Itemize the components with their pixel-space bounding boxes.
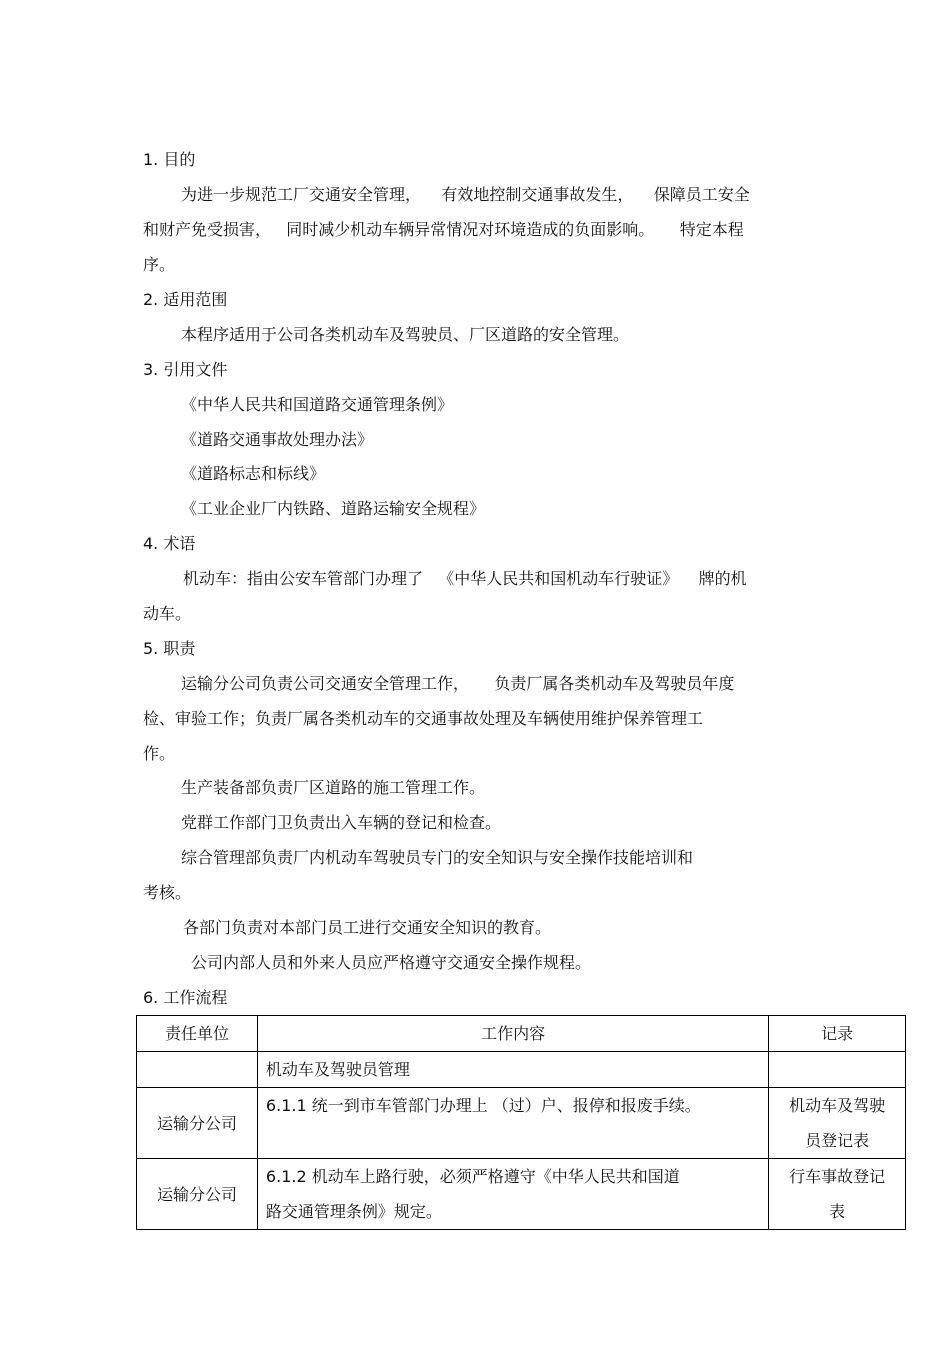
paragraph-line: 党群工作部门卫负责出入车辆的登记和检查。 — [181, 813, 502, 832]
cell-content — [257, 1088, 768, 1159]
reference-item: 《道路标志和标线》 — [181, 464, 326, 483]
paragraph-line: 和财产免受损害， 同时减少机动车辆异常情况对环境造成的负面影响。 特定本程 — [143, 220, 744, 239]
paragraph-line: 为进一步规范工厂交通安全管理， 有效地控制交通事故发生， 保障员工安全 — [181, 185, 750, 204]
column-header-record: 记录 — [769, 1016, 906, 1052]
cell-record — [769, 1088, 906, 1159]
cell-unit: 运输分公司 — [137, 1088, 258, 1159]
paragraph-line: 动车。 — [143, 604, 192, 623]
section-heading-scope: 2. 适用范围 — [143, 290, 228, 309]
section-heading-purpose: 1. 目的 — [143, 150, 196, 169]
reference-item: 《道路交通事故处理办法》 — [181, 430, 374, 449]
reference-item: 《中华人民共和国道路交通管理条例》 — [181, 395, 454, 414]
table-row — [137, 1052, 906, 1088]
cell-content-line: 路交通管理条例》规定。 — [265, 1202, 442, 1221]
workflow-table — [136, 1015, 906, 1230]
paragraph-line: 考核。 — [143, 883, 192, 902]
paragraph-line: 公司内部人员和外来人员应严格遵守交通安全操作规程。 — [191, 953, 592, 972]
section-heading-terms: 4. 术语 — [143, 534, 196, 553]
reference-item: 《工业企业厂内铁路、道路运输安全规程》 — [181, 499, 486, 518]
cell-record — [769, 1052, 906, 1088]
cell-content: 机动车及驾驶员管理 — [257, 1052, 768, 1088]
cell-record — [769, 1159, 906, 1230]
paragraph-line: 机动车：指由公安车管部门办理了 《中华人民共和国机动车行驶证》 牌的机 — [183, 569, 747, 588]
cell-record-line: 行车事故登记 — [789, 1167, 886, 1186]
paragraph-line: 运输分公司负责公司交通安全管理工作， 负责厂属各类机动车及驾驶员年度 — [181, 674, 735, 693]
table-row — [137, 1159, 906, 1230]
cell-record-line: 表 — [829, 1202, 846, 1221]
table-row — [137, 1088, 906, 1159]
cell-content — [257, 1159, 768, 1230]
paragraph-line: 序。 — [143, 255, 176, 274]
paragraph-line: 检、审验工作；负责厂属各类机动车的交通事故处理及车辆使用维护保养管理工 — [143, 709, 704, 728]
paragraph-line: 本程序适用于公司各类机动车及驾驶员、厂区道路的安全管理。 — [181, 325, 630, 344]
section-heading-responsibilities: 5. 职责 — [143, 639, 196, 658]
section-heading-references: 3. 引用文件 — [143, 360, 228, 379]
paragraph-line: 各部门负责对本部门员工进行交通安全知识的教育。 — [183, 918, 552, 937]
table-header-row — [137, 1016, 906, 1052]
paragraph-line: 作。 — [143, 744, 176, 763]
section-heading-workflow: 6. 工作流程 — [143, 988, 228, 1007]
cell-content-line — [266, 1123, 768, 1158]
paragraph-line: 综合管理部负责厂内机动车驾驶员专门的安全知识与安全操作技能培训和 — [181, 848, 694, 867]
cell-record-line: 员登记表 — [805, 1131, 870, 1150]
cell-unit: 运输分公司 — [137, 1159, 258, 1230]
cell-content-line: 6.1.2 机动车上路行驶，必须严格遵守《中华人民共和国道 — [265, 1167, 680, 1186]
paragraph-line: 生产装备部负责厂区道路的施工管理工作。 — [181, 778, 486, 797]
column-header-content: 工作内容 — [257, 1016, 768, 1052]
cell-content-line: 6.1.1 统一到市车管部门办理上 （过）户、报停和报废手续。 — [265, 1096, 701, 1115]
cell-unit — [137, 1052, 258, 1088]
column-header-unit: 责任单位 — [137, 1016, 258, 1052]
cell-record-line: 机动车及驾驶 — [789, 1096, 886, 1115]
